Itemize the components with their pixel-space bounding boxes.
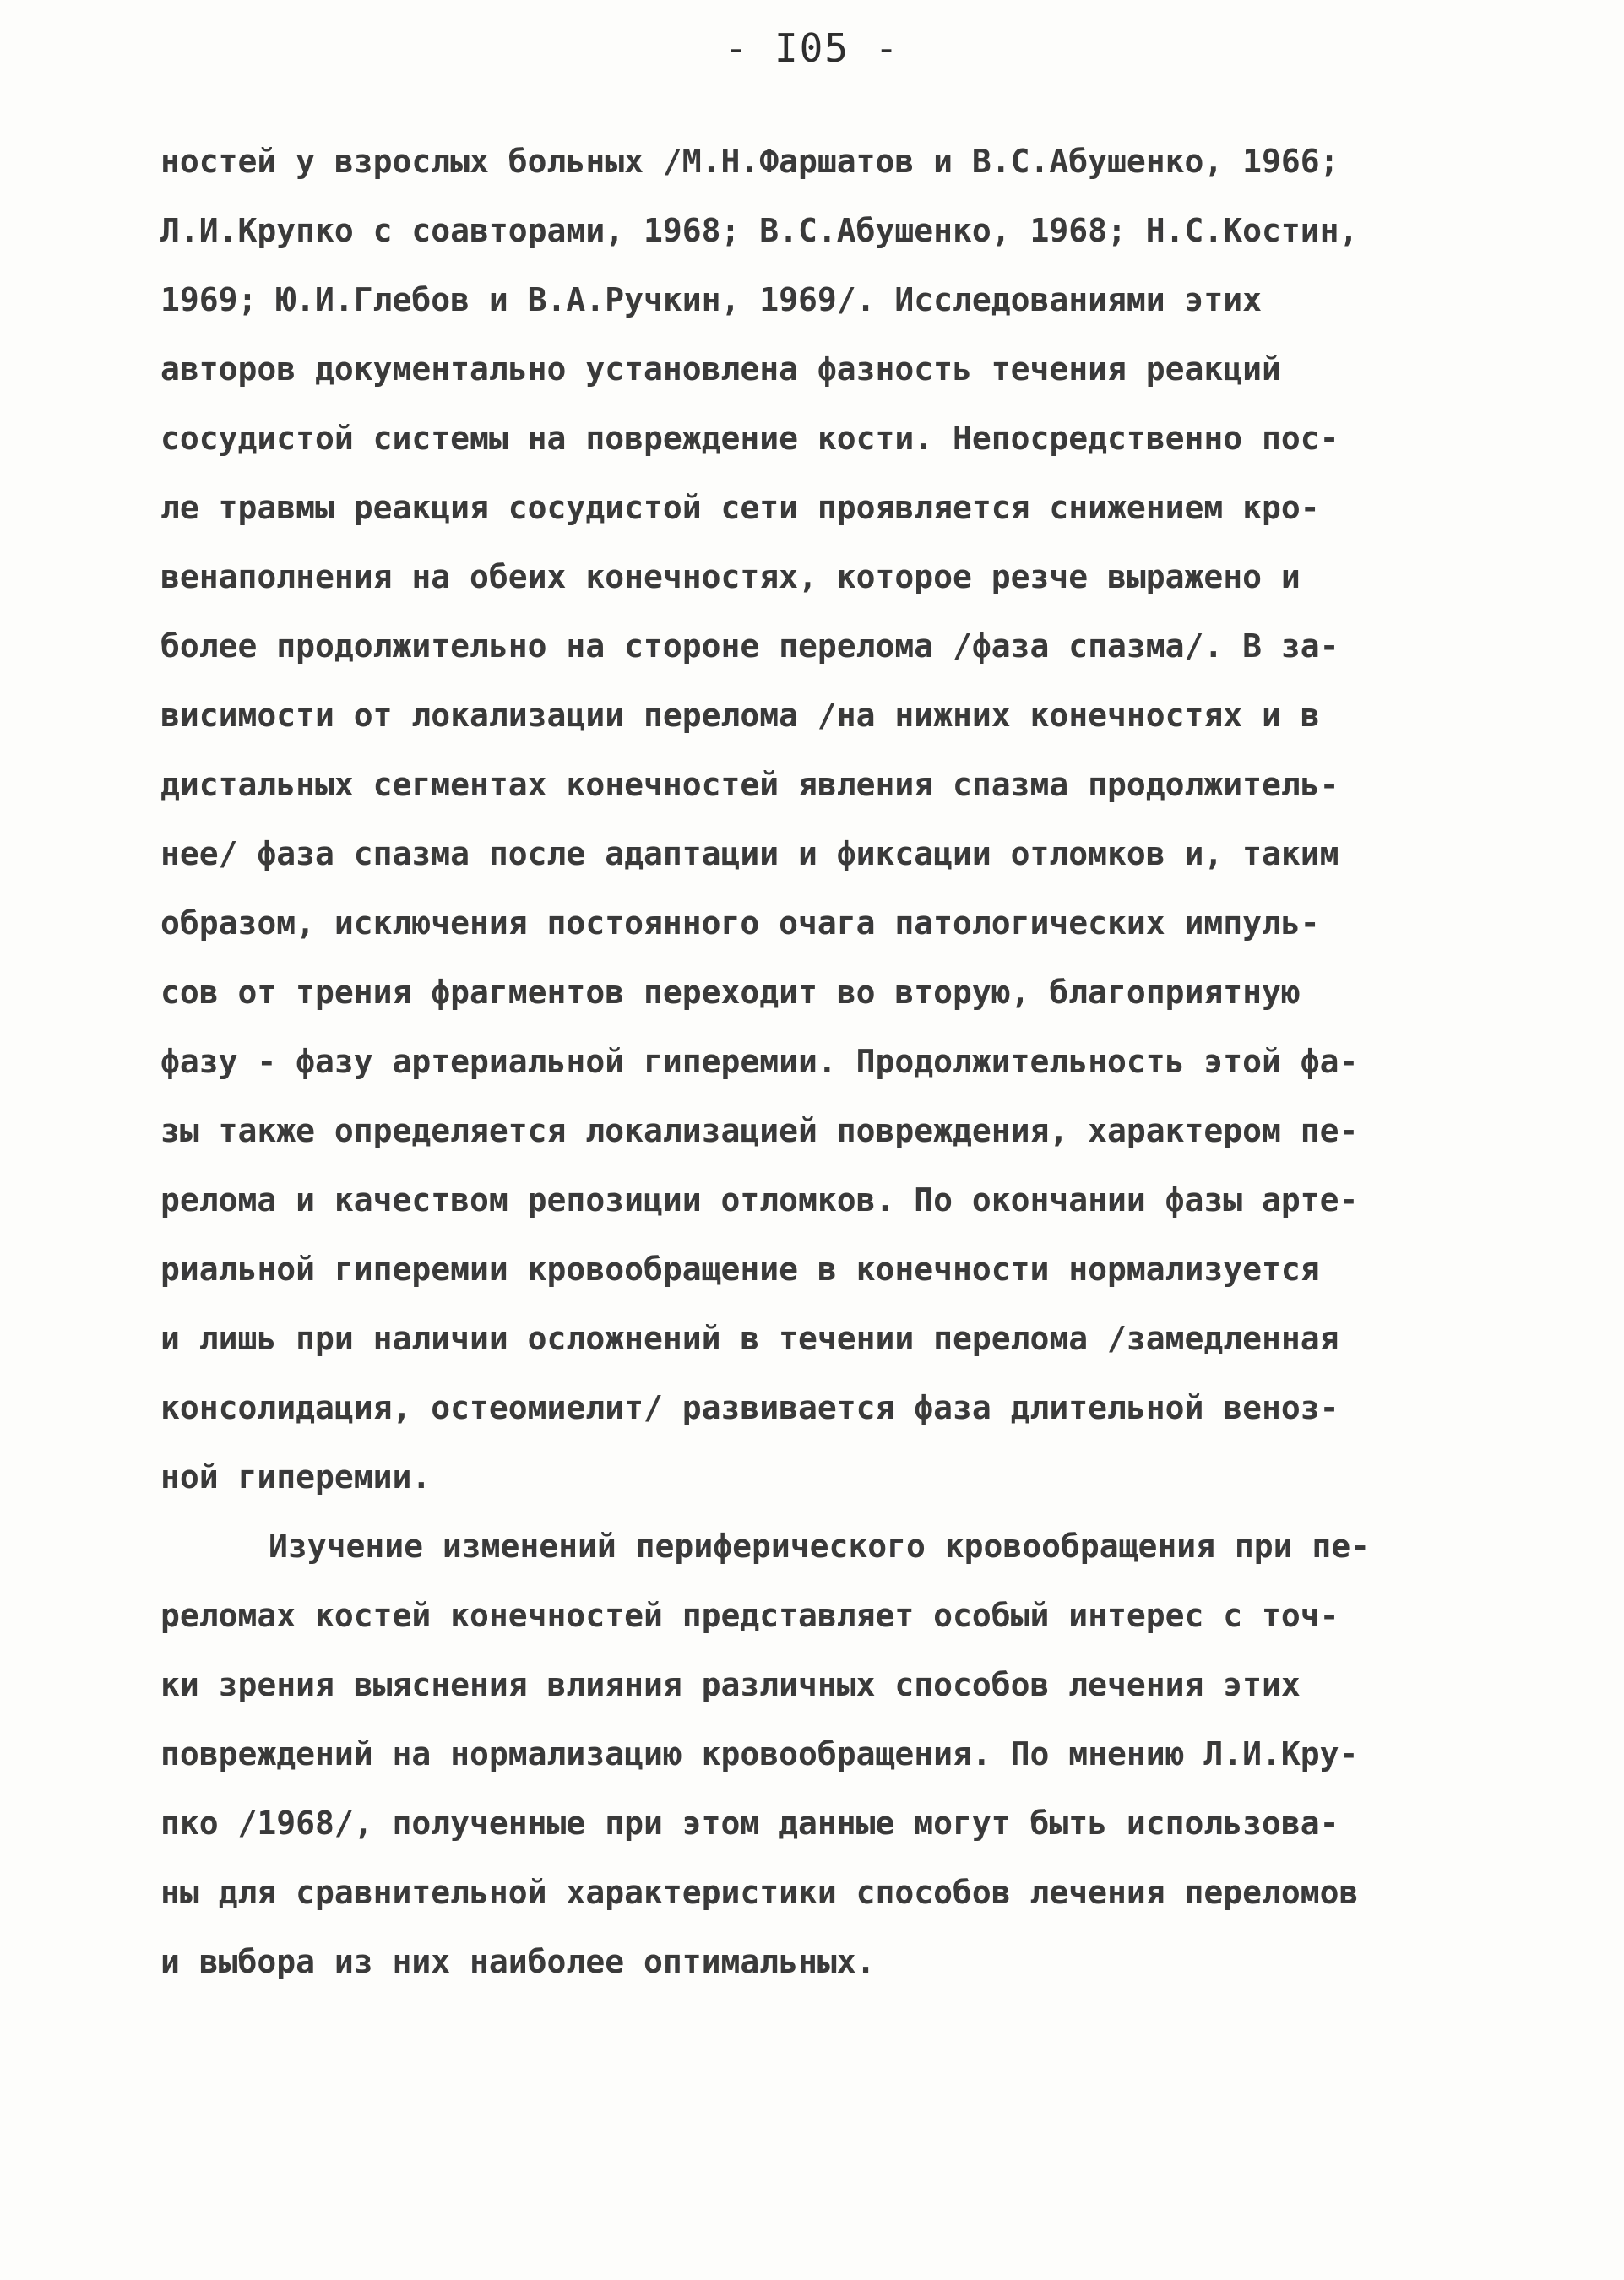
text-line: релома и качеством репозиции отломков. По окончании фазы арте- xyxy=(160,1181,1359,1219)
text-line: риальной гиперемии кровообращение в конечности нормализуется xyxy=(160,1251,1320,1288)
text-line: нее/ фаза спазма после адаптации и фиксации отломков и, таким xyxy=(160,835,1339,872)
paragraph-1 xyxy=(160,127,1478,1512)
text-line: висимости от локализации перелома /на нижних конечностях и в xyxy=(160,697,1320,734)
page-number: - I05 - xyxy=(724,25,900,71)
paragraph-2 xyxy=(160,1512,1478,1996)
text-line: и лишь при наличии осложнений в течении перелома /замедленная xyxy=(160,1320,1339,1357)
text-line: авторов документально установлена фазность течения реакций xyxy=(160,350,1281,388)
text-line: ле травмы реакция сосудистой сети проявляется снижением кро- xyxy=(160,489,1320,526)
text-line: реломах костей конечностей представляет особый интерес с точ- xyxy=(160,1597,1339,1634)
text-line: ны для сравнительной характеристики способов лечения переломов xyxy=(160,1874,1359,1911)
text-line: фазу - фазу артериальной гиперемии. Продолжительность этой фа- xyxy=(160,1043,1359,1080)
text-line: сосудистой системы на повреждение кости. Непосредственно пос- xyxy=(160,420,1339,457)
body-text xyxy=(160,127,1478,1996)
text-line: ки зрения выяснения влияния различных способов лечения этих xyxy=(160,1666,1301,1703)
text-line: пко /1968/, полученные при этом данные могут быть использова- xyxy=(160,1805,1339,1842)
text-line: ностей у взрослых больных /М.Н.Фаршатов и В.С.Абушенко, 1966; xyxy=(160,143,1339,180)
text-line: дистальных сегментах конечностей явления спазма продолжитель- xyxy=(160,766,1339,803)
text-line: более продолжительно на стороне перелома /фаза спазма/. В за- xyxy=(160,627,1339,665)
text-line: зы также определяется локализацией повреждения, характером пе- xyxy=(160,1112,1359,1149)
text-line: повреждений на нормализацию кровообращения. По мнению Л.И.Кру- xyxy=(160,1735,1359,1772)
text-line: сов от трения фрагментов переходит во вторую, благоприятную xyxy=(160,974,1301,1011)
text-line: венаполнения на обеих конечностях, которое резче выражено и xyxy=(160,558,1301,595)
text-line: Л.И.Крупко с соавторами, 1968; В.С.Абушенко, 1968; Н.С.Костин, xyxy=(160,212,1359,249)
text-line: 1969; Ю.И.Глебов и В.А.Ручкин, 1969/. Исследованиями этих xyxy=(160,281,1263,318)
text-line: образом, исключения постоянного очага патологических импуль- xyxy=(160,904,1320,942)
text-line: ной гиперемии. xyxy=(160,1458,432,1496)
text-line: консолидация, остеомиелит/ развивается фаза длительной веноз- xyxy=(160,1389,1339,1426)
text-line: и выбора из них наиболее оптимальных. xyxy=(160,1943,876,1980)
text-line: Изучение изменений периферического кровообращения при пе- xyxy=(269,1528,1371,1565)
